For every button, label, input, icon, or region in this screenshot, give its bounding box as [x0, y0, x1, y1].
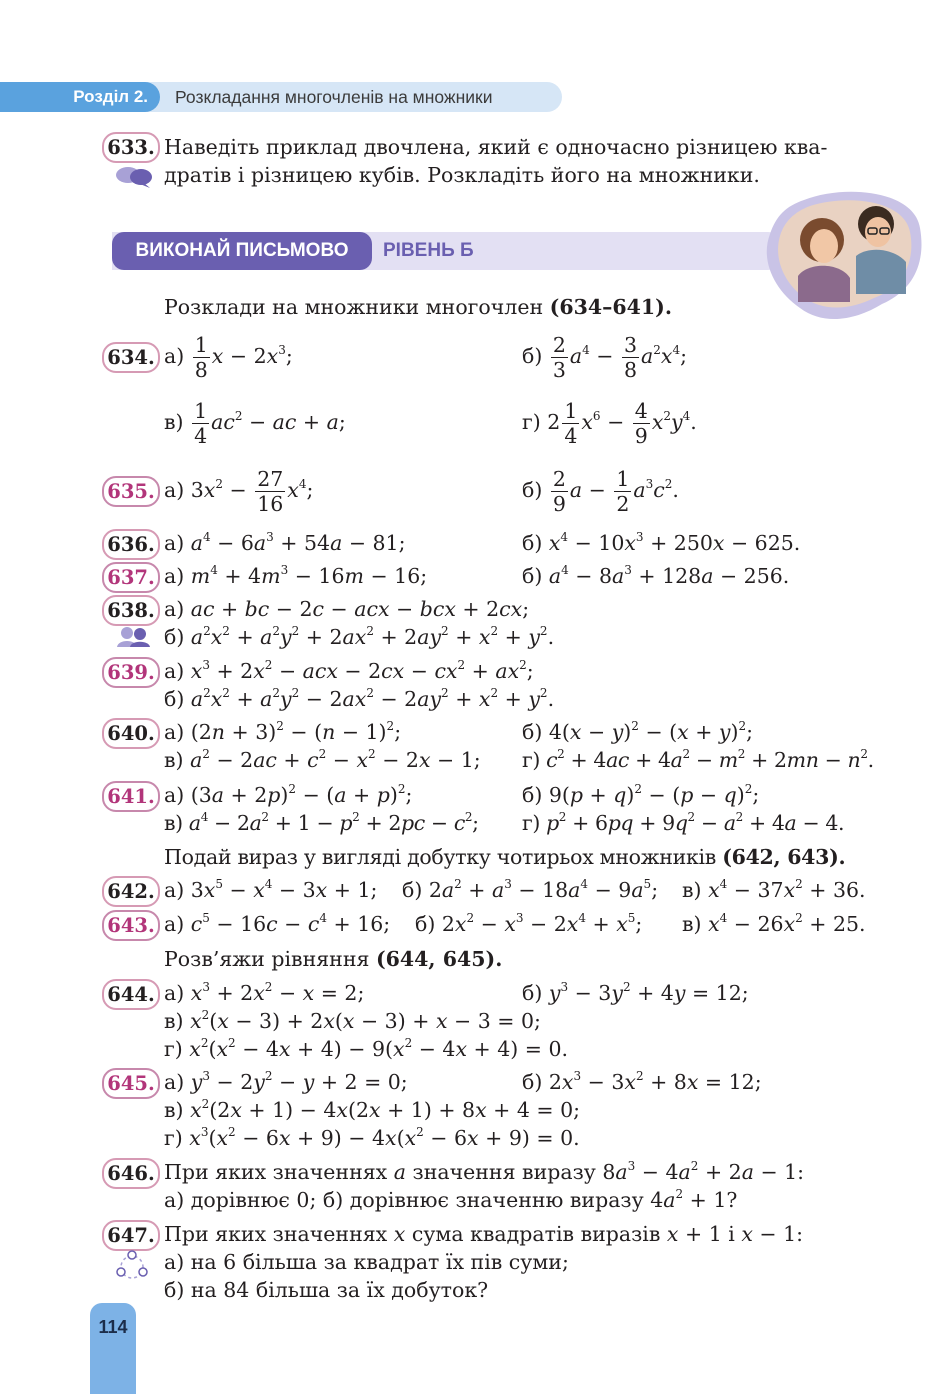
exercise-644-a: а) $x^3 + 2x^2 - x = 2$;	[164, 980, 365, 1005]
exercise-number-644: 644.	[102, 979, 160, 1010]
banner-level: РІВЕНЬ Б	[383, 240, 474, 261]
exercise-636-b: б) $x^4 - 10x^3 + 250x - 625$.	[522, 530, 801, 555]
exercise-634-c: в) $\frac{1}{4}$ $ac^2$ − ac + a;	[164, 399, 346, 448]
discussion-icon	[114, 165, 154, 189]
exercise-636-a: а) $a^4 - 6a^3 + 54a - 81$;	[164, 530, 406, 555]
exercise-645-a: а) $y^3 - 2y^2 - y + 2 = 0$;	[164, 1069, 408, 1094]
page-number-tab	[90, 1303, 136, 1394]
instruction-text: Розв’яжи рівняння	[164, 947, 376, 971]
students-photo	[764, 190, 924, 325]
exercise-644-b: б) $y^3 - 3y^2 + 4y = 12$;	[522, 980, 749, 1005]
exercise-637-a: а) $m^4 + 4m^3 - 16m - 16$;	[164, 563, 428, 588]
exercise-640-d: г) $c^2 + 4ac + 4a^2 - m^2 + 2mn - n^2$.	[522, 747, 874, 772]
banner-main: ВИКОНАЙ ПИСЬМОВО	[112, 232, 372, 270]
exercise-number-643: 643.	[102, 910, 160, 941]
instruction-text: Розклади на множники многочлен	[164, 295, 550, 319]
exercise-number-641: 641.	[102, 781, 160, 812]
exercise-634-b: б) $\frac{2}{3}$ $a^4$ − $\frac{3}{8}$ $a^2x^4$;	[522, 333, 688, 382]
instruction-642-643	[164, 843, 845, 871]
text-part: а) дорівнює 0; б) дорівнює значенню виразу	[164, 1188, 651, 1212]
exercise-638-a: а) ac + bc − 2c − acx − bcx + 2cx;	[164, 597, 530, 621]
exercise-645-b: б) $2x^3 - 3x^2 + 8x = 12$;	[522, 1069, 762, 1094]
exercise-644-c: в) $x^2(x - 3) + 2x(x - 3) + x - 3 = 0$;	[164, 1008, 541, 1033]
text-part: значення виразу	[406, 1160, 603, 1184]
exercise-640-a: а) $(2n + 3)^2 - (n - 1)^2$;	[164, 719, 402, 744]
exercise-638-b: б) $a^2x^2 + a^2y^2 + 2ax^2 + 2ay^2 + x^2 + y^2$.	[164, 624, 555, 649]
exercise-number-634: 634.	[102, 342, 160, 373]
exercise-642-c: в) $x^4 - 37x^2 + 36$.	[682, 877, 866, 902]
instruction-text: Подай вираз у вигляді добутку чотирьох множників	[164, 845, 723, 869]
exercise-number-635: 635.	[102, 476, 160, 507]
exercise-number-647: 647.	[102, 1220, 160, 1251]
instruction-range: (642, 643).	[722, 845, 846, 869]
team-work-icon	[114, 1250, 150, 1284]
exercise-641-b: б) $9(p + q)^2 - (p - q)^2$;	[522, 782, 760, 807]
instruction-634-641	[164, 293, 672, 321]
exercise-646-line-2: а) дорівнює 0; б) дорівнює значенню виразу $4a^2 + 1$?	[164, 1187, 738, 1212]
exercise-643-a: а) $c^5 - 16c - c^4 + 16$;	[164, 911, 391, 936]
exercise-637-b: б) $a^4 - 8a^3 + 128a - 256$.	[522, 563, 790, 588]
exercise-647-line-3: б) на 84 більша за їх добуток?	[164, 1278, 489, 1302]
exercise-639-b: б) $a^2x^2 + a^2y^2 - 2ax^2 - 2ay^2 + x^2 + y^2$.	[164, 686, 555, 711]
exercise-640-c: в) $a^2 - 2ac + c^2 - x^2 - 2x - 1$;	[164, 747, 481, 772]
exercise-641-d: г) $p^2 + 6pq + 9q^2 - a^2 + 4a - 4$.	[522, 810, 845, 835]
exercise-634-a: а) $\frac{1}{8}$ $x - 2x^3$;	[164, 333, 293, 382]
exercise-643-c: в) $x^4 - 26x^2 + 25$.	[682, 911, 866, 936]
exercise-633-line-2: дратів і різницею кубів. Розкладіть його на множники.	[164, 163, 760, 187]
exercise-635-a: а) $3x^2$ − $\frac{27}{16}$ $x^4$;	[164, 467, 314, 516]
section-label: Розділ 2.	[0, 82, 160, 112]
chapter-header	[0, 82, 562, 112]
exercise-640-b: б) $4(x - y)^2 - (x + y)^2$;	[522, 719, 754, 744]
exercise-641-a: а) $(3a + 2p)^2 - (a + p)^2$;	[164, 782, 413, 807]
level-banner	[112, 232, 787, 270]
pair-work-icon	[114, 625, 154, 649]
exercise-642-b: б) $2a^2 + a^3 - 18a^4 - 9a^5$;	[402, 877, 659, 902]
exercise-647-line-2: а) на 6 більша за квадрат їх пів суми;	[164, 1250, 569, 1274]
exercise-number-637: 637.	[102, 562, 160, 593]
exercise-645-d: г) $x^3(x^2 - 6x + 9) - 4x(x^2 - 6x + 9) = 0$.	[164, 1125, 580, 1150]
exercise-641-c: в) $a^4 - 2a^2 + 1 - p^2 + 2pc - c^2$;	[164, 810, 479, 835]
text-part: При яких значеннях	[164, 1160, 394, 1184]
exercise-number-639: 639.	[102, 657, 160, 688]
chapter-title: Розкладання многочленів на множники	[175, 87, 493, 107]
exercise-number-646: 646.	[102, 1158, 160, 1189]
exercise-647-line-1: При яких значеннях x сума квадратів виразів x + 1 і x − 1:	[164, 1222, 804, 1246]
instruction-644-645	[164, 945, 502, 973]
exercise-639-a: а) $x^3 + 2x^2$ − acx − $2cx - cx^2 + ax^2$;	[164, 658, 534, 683]
page-number: 114	[98, 1317, 128, 1337]
exercise-633-line-1: Наведіть приклад двочлена, який є одночасно різницею ква-	[164, 135, 828, 159]
text-part: При яких значеннях	[164, 1222, 394, 1246]
exercise-635-b: б) $\frac{2}{9}$ a − $\frac{1}{2}$ $a^3c^2$.	[522, 467, 679, 516]
exercise-645-c: в) $x^2(2x + 1) - 4x(2x + 1) + 8x + 4 = 0$;	[164, 1097, 581, 1122]
instruction-range: (634–641).	[549, 295, 673, 319]
instruction-range: (644, 645).	[375, 947, 503, 971]
exercise-644-d: г) $x^2(x^2 - 4x + 4) - 9(x^2 - 4x + 4) = 0$.	[164, 1036, 569, 1061]
exercise-number-645: 645.	[102, 1068, 160, 1099]
exercise-number-642: 642.	[102, 876, 160, 907]
exercise-646-line-1: При яких значеннях a значення виразу $8a^3 - 4a^2 + 2a - 1$:	[164, 1159, 805, 1184]
exercise-number-636: 636.	[102, 529, 160, 560]
text-part: сума квадратів виразів	[405, 1222, 667, 1246]
exercise-643-b: б) $2x^2 - x^3 - 2x^4 + x^5$;	[415, 911, 643, 936]
exercise-number-633: 633.	[102, 132, 160, 163]
exercise-634-d: г) 2 $\frac{1}{4}$ $x^6$ − $\frac{4}{9}$ $x^2y^4$.	[522, 399, 697, 448]
exercise-number-638: 638.	[102, 595, 160, 626]
exercise-number-640: 640.	[102, 718, 160, 749]
exercise-642-a: а) $3x^5 - x^4 - 3x + 1$;	[164, 877, 378, 902]
